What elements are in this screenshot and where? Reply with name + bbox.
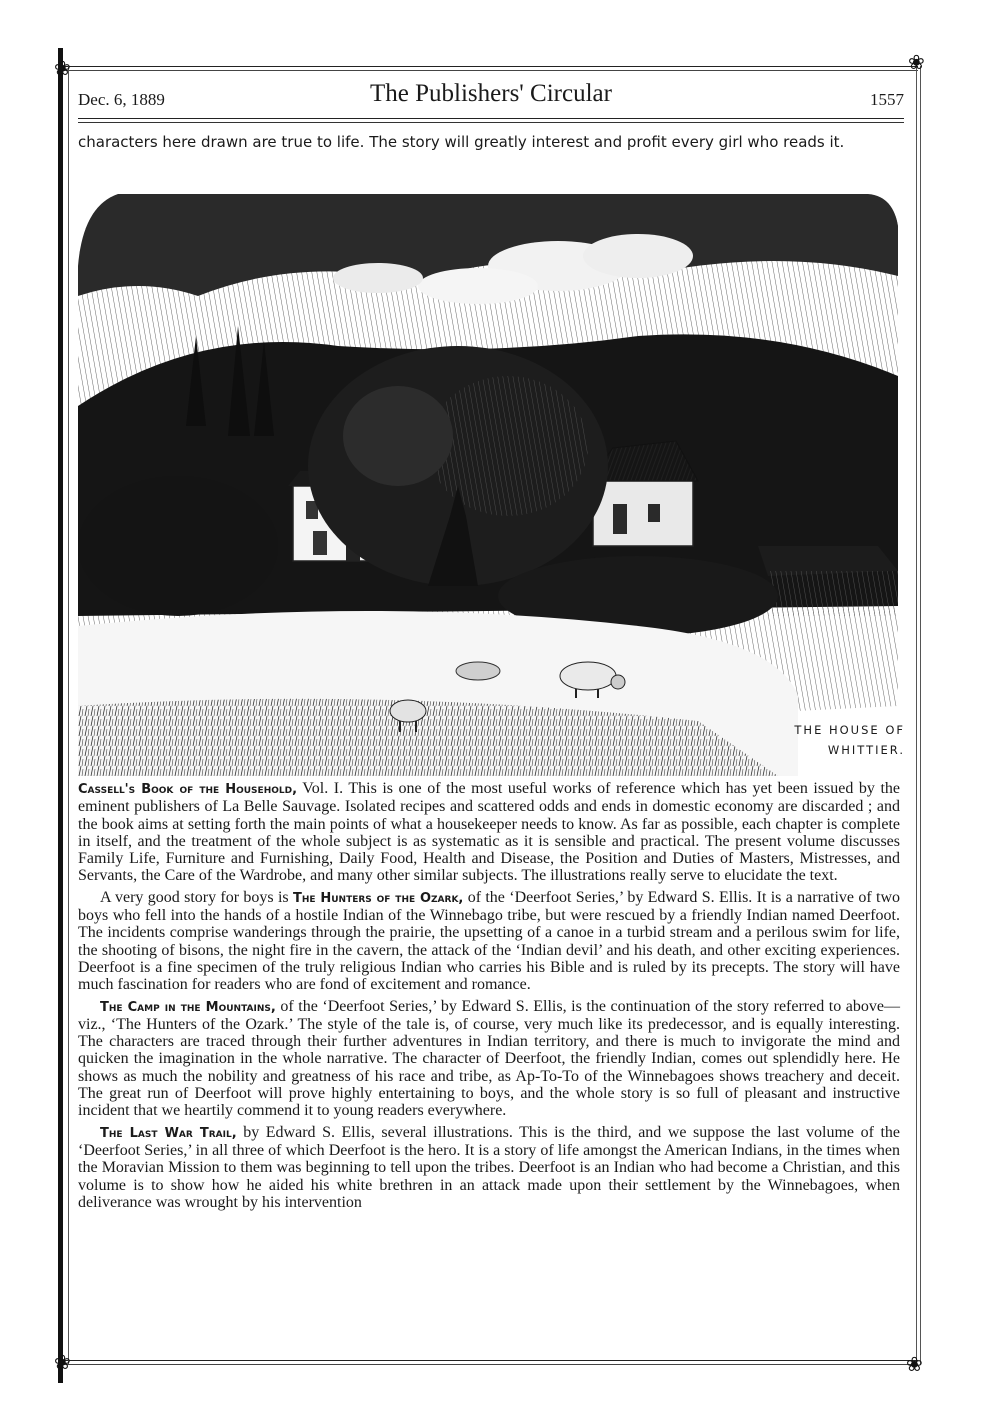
- book-title: Cassell's Book of the Household,: [78, 782, 298, 797]
- frame-top-rule: [64, 66, 918, 67]
- page-number: 1557: [870, 90, 904, 109]
- review-text: of the ‘Deerfoot Series,’ by Edward S. Ellis. It is a narrative of two boys who fell into the hands of a hostile Indian of the Winnebago tribe, but were rescued by a friendly Indian named Deerfoot. The incidents comprise wanderings through the prairie, the upsetting of a canoe in a turbid stream and a perilous swim for life, the shooting of bisons, the night fire in the cavern, the attack of the ‘Indian devil’ and his death, and other exciting experiences. Deerfoot is a fine specimen of the truly religious Indian who carries his Bible and is ruled by its precepts. The story will have much fascination for readers who are fond of excitement and romance.: [78, 888, 901, 994]
- review-text: by Edward S. Ellis, several illustrations. This is the third, and we suppose the last volume of the ‘Deerfoot Series,’ in all three of which Deerfoot is the hero. It is a story of life amongst the American Indians, in the times when the Moravian Mission to them was beginning to tell upon the tribes. Deerfoot is an Indian who had become a Christian, and this volume is to show how he aided his white brethren in an attack made upon their settlement by the Winnebagoes, when deliverance was wrought by his intervention: [78, 1123, 900, 1211]
- review-paragraph: [78, 780, 900, 885]
- review-paragraph: [78, 889, 900, 994]
- flower-ornament-icon: ❀: [54, 56, 71, 80]
- review-paragraph: [78, 998, 900, 1120]
- review-text: of the ‘Deerfoot Series,’ by Edward S. Ellis, is the continuation of the story referred to above—viz., ‘The Hunters of the Ozark.’ The style of the tale is, of course, very much like its predecessor, and is equally interesting. The characters are traced through their further adventures in Indian territory, and there is much to invigorate the mind and quicken the imagination in the whole narrative. The character of Deerfoot, the friendly Indian, comes out splendidly here. He shows as much the nobility and greatness of his race and tribe, as Ap-To-To of the Winnebagoes shows treachery and deceit. The great run of Deerfoot will prove highly entertaining to boys, and the whole story is so full of pleasant and instructive incident that we heartily commend it to young readers everywhere.: [78, 997, 900, 1120]
- header-rule-inner: [78, 122, 904, 123]
- frame-left-rule: [68, 66, 69, 1364]
- book-title: The Last War Trail,: [100, 1125, 237, 1141]
- review-column: [78, 780, 900, 1215]
- header-rule: [78, 118, 904, 119]
- flower-ornament-icon: ❀: [906, 1352, 923, 1376]
- frame-bottom-rule-inner: [64, 1364, 918, 1365]
- caption-line: THE HOUSE OF: [794, 723, 905, 737]
- frame-bottom-rule: [64, 1360, 918, 1361]
- flower-ornament-icon: ❀: [54, 1350, 71, 1374]
- book-title: The Hunters of the Ozark,: [292, 890, 464, 906]
- review-paragraph: [78, 1124, 900, 1211]
- frame-right-rule-inner: [920, 66, 921, 1364]
- engraving-illustration: [78, 186, 900, 776]
- running-header: [78, 80, 904, 116]
- issue-date: Dec. 6, 1889: [78, 90, 165, 109]
- caption-line: WHITTIER.: [827, 743, 905, 757]
- frame-right-rule: [916, 66, 917, 1364]
- review-lead-in: A very good story for boys is: [100, 888, 293, 906]
- illustration-caption: [775, 720, 905, 760]
- binding-spine: [58, 48, 63, 1383]
- flower-ornament-icon: ❀: [908, 50, 925, 74]
- journal-title: The Publishers' Circular: [370, 80, 612, 107]
- review-text: Vol. I. This is one of the most useful works of reference which has yet been issued by the eminent publishers of La Belle Sauvage. Isolated recipes and scattered odds and ends in domestic economy are discarded ; and the book aims at setting forth the main points of what a housekeeper needs to know. As far as possible, each chapter is complete in itself, and the treatment of the whole subject is as systematic as it is sensible and practical. The present volume discusses Family Life, Furniture and Furnishing, Daily Food, Health and Disease, the Position and Duties of Masters, Mistresses, and Servants, the Care of the Wardrobe, and many other similar subjects. The illustrations really serve to elucidate the text.: [78, 780, 901, 885]
- frame-top-rule-inner: [64, 70, 918, 71]
- book-title: The Camp in the Mountains,: [100, 999, 276, 1015]
- continued-paragraph: characters here drawn are true to life. The story will greatly interest and profit every girl who reads it.: [78, 133, 845, 151]
